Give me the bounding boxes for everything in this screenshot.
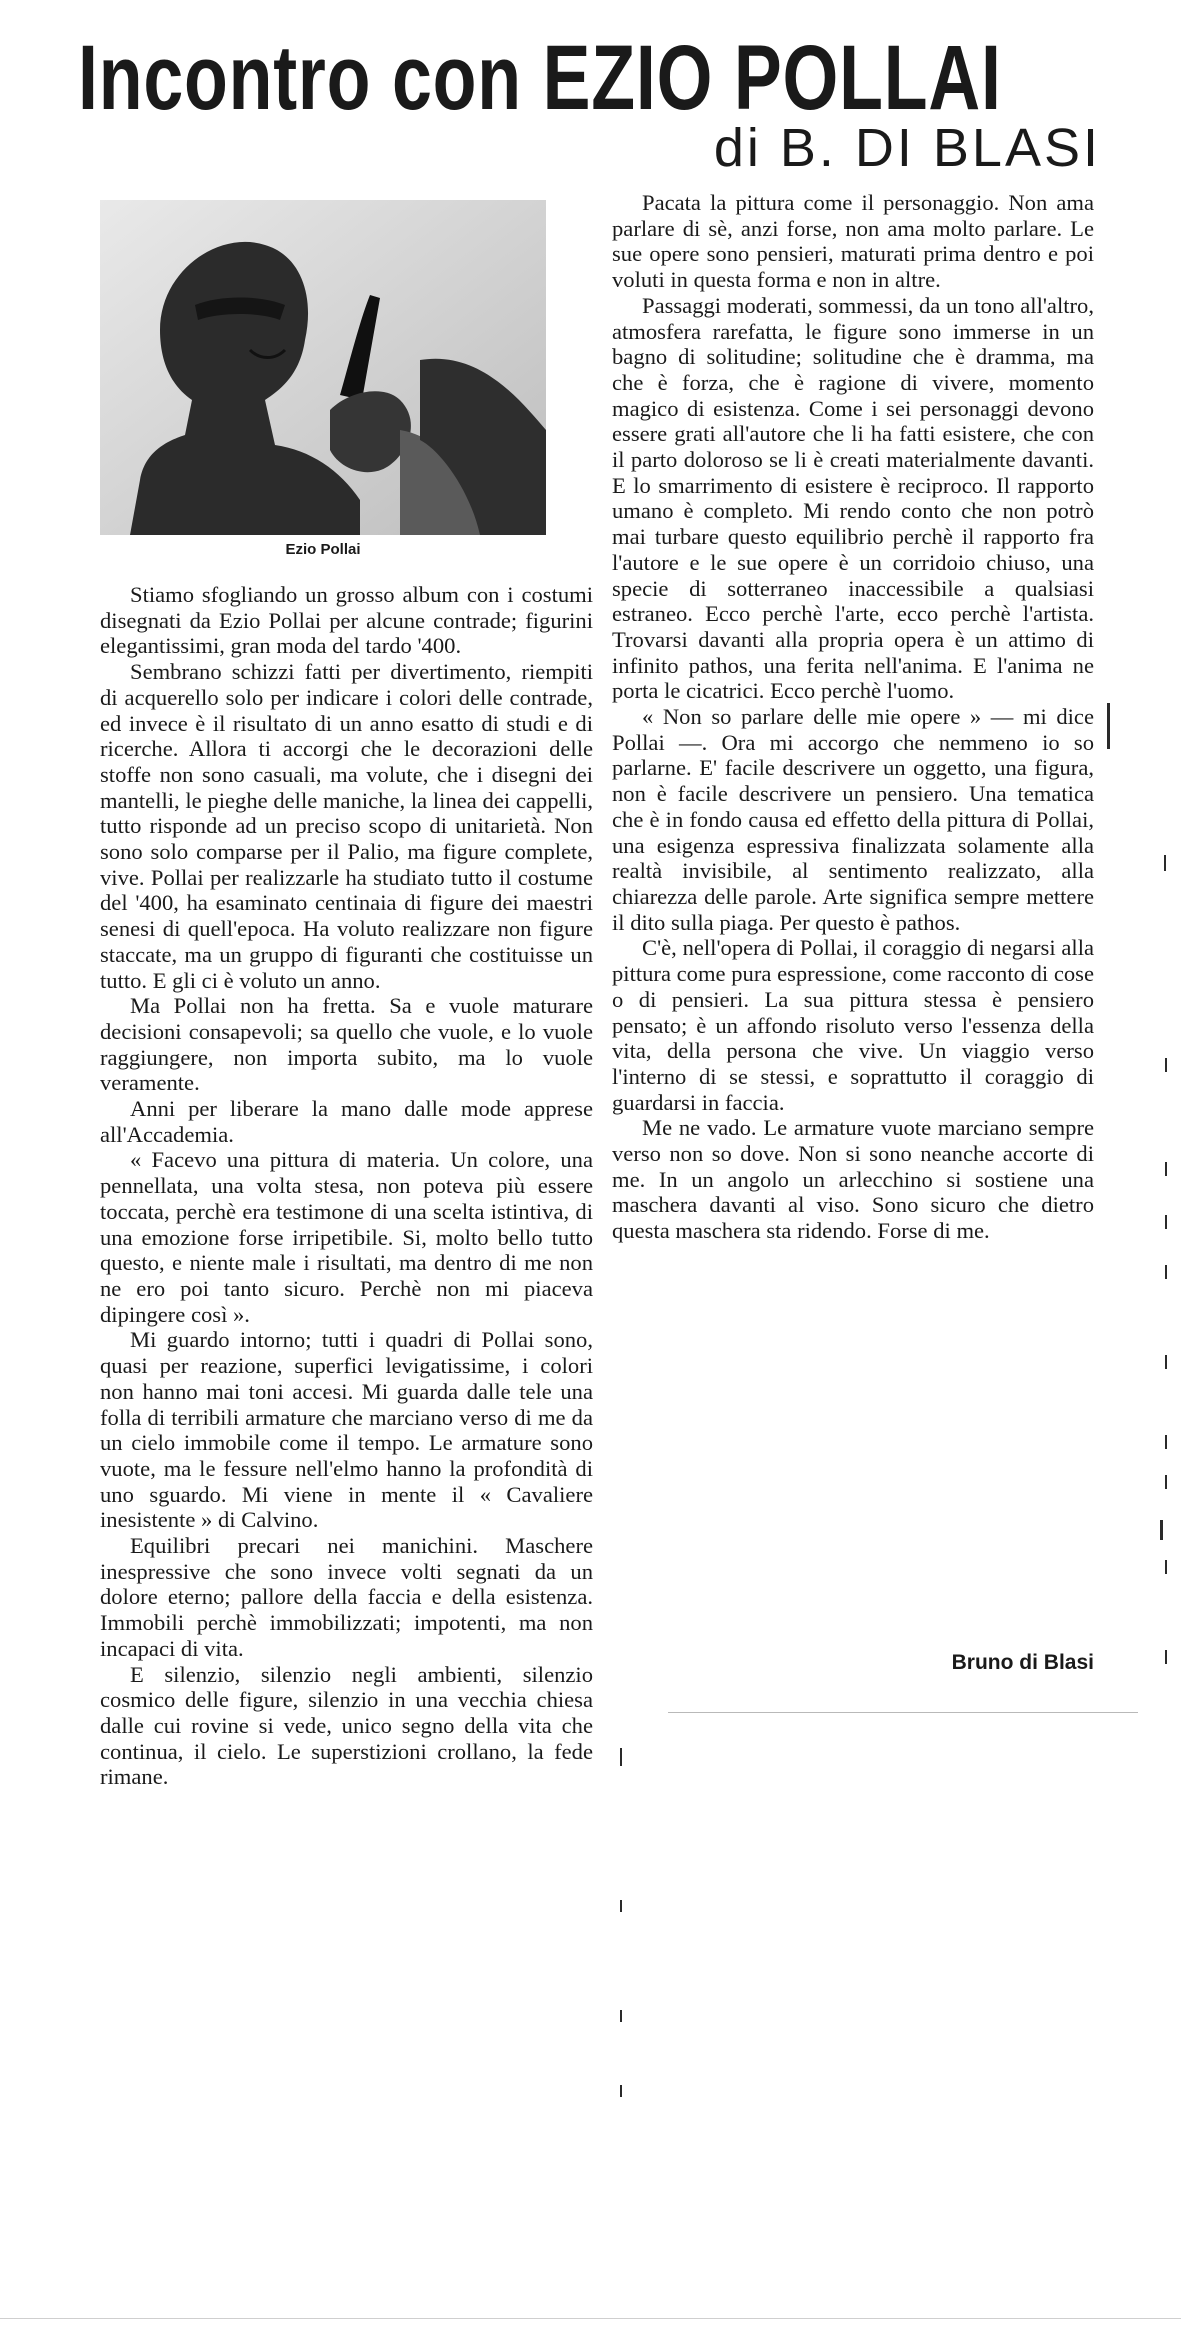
paragraph: « Non so parlare delle mie opere » — mi dice Pollai —. Ora mi accorgo che nemmeno io so parlarne. E' facile descrivere un oggetto, una figura, non è facile descrivere un pensiero. Una tematica che è in fondo causa ed effetto della pittura di Pollai, una esigenza espressiva finalizzata solamente alla realtà invisibile, al sentimento realizzato, alla chiarezza delle parole. Arte significa sempre mettere il dito sulla piaga. Per questo è pathos. [612,704,1094,935]
divider [668,1712,1138,1713]
scan-mark [1165,1475,1167,1489]
byline: di B. DI BLASI [713,118,1101,178]
scan-mark [1165,1162,1167,1176]
scan-mark [1165,1215,1167,1229]
article-left-column [100,582,593,1790]
paragraph: Pacata la pittura come il personaggio. Non ama parlare di sè, anzi forse, non ama molto parlare. Le sue opere sono pensieri, maturati prima dentro e poi voluti in questa forma e non in altre. [612,190,1094,293]
scan-mark [1165,1560,1167,1574]
paragraph: Me ne vado. Le armature vuote marciano sempre verso non so dove. Non si sono neanche accorte di me. In un angolo un arlecchino si sostiene una maschera davanti al viso. Sono sicuro che dietro questa maschera sta ridendo. Forse di me. [612,1115,1094,1244]
photo-caption: Ezio Pollai [285,541,361,558]
author-signature: Bruno di Blasi [951,1651,1094,1674]
scan-mark [620,1900,622,1912]
paragraph: Ma Pollai non ha fretta. Sa e vuole maturare decisioni consapevoli; sa quello che vuole, e lo vuole raggiungere, non importa subito, ma lo vuole veramente. [100,993,593,1096]
page-edge [0,2318,1181,2319]
paragraph: Mi guardo intorno; tutti i quadri di Pollai sono, quasi per reazione, superfici levigatissime, i colori non hanno mai toni accesi. Mi guarda dalle tele una folla di terribili armature che marciano verso di me da un cielo immobile come il tempo. Le armature sono vuote, ma le fessure nell'elmo hanno la profondità di uno sguardo. Mi viene in mente il « Cavaliere inesistente » di Calvino. [100,1327,593,1533]
scan-mark [620,2085,622,2097]
paragraph: E silenzio, silenzio negli ambienti, silenzio cosmico delle figure, silenzio in una vecchia chiesa dalle cui rovine si vede, unico segno della vita che continua, il cielo. Le superstizioni crollano, la fede rimane. [100,1661,593,1790]
scan-mark [1164,855,1166,871]
portrait-photo [100,200,546,535]
paragraph: Sembrano schizzi fatti per divertimento, riempiti di acquerello solo per indicare i colori delle contrade, ed invece è il risultato di un anno esatto di studi e di ricerche. Allora ti accorgi che le decorazioni delle stoffe non sono casuali, ma volute, che i disegni dei mantelli, le pieghe delle maniche, la linea dei cappelli, tutto risponde ad un preciso scopo di unitarietà. Non sono solo comparse per il Palio, ma figure complete, vive. Pollai per realizzarle ha studiato tutto il costume del '400, ha esaminato centinaia di figure dei maestri senesi di quell'epoca. Ha voluto realizzare non figure staccate, ma un gruppo di figuranti che costituisse un tutto. E gli ci è voluto un anno. [100,659,593,993]
scan-mark [620,2010,622,2022]
paragraph: Stiamo sfogliando un grosso album con i costumi disegnati da Ezio Pollai per alcune contrade; figurini elegantissimi, gran moda del tardo '400. [100,582,593,659]
scan-mark [1160,1520,1163,1540]
paragraph: « Facevo una pittura di materia. Un colore, una pennellata, una volta stesa, non poteva più essere toccata, perchè era testimone di una scelta istintiva, di una emozione forse irripetibile. Si, molto bello tutto questo, e niente male i risultati, ma dentro di me non ne ero poi tanto sicuro. Perchè non mi piaceva dipingere così ». [100,1147,593,1327]
scan-mark [620,1748,622,1766]
scan-mark [1107,703,1110,749]
scan-mark [1165,1650,1167,1664]
article-right-column [612,190,1094,1244]
scan-mark [1165,1265,1167,1279]
paragraph: Passaggi moderati, sommessi, da un tono all'altro, atmosfera rarefatta, le figure sono immerse in un bagno di solitudine; solitudine che è dramma, ma che è forza, che è ragione di vivere, momento magico di esistenza. Come i sei personaggi devono essere grati all'autore che li ha fatti esistere, che con il parto doloroso se li è creati materialmente davanti. E lo smarrimento di esistere è reciproco. Il rapporto umano è completo. Mi rendo conto che non potrò mai turbare questo equilibrio perchè il rapporto fra l'autore e le sue opere è un corridoio chiuso, una specie di sotterraneo inaccessibile a qualsiasi estraneo. Ecco perchè l'arte, ecco perchè l'artista. Trovarsi davanti alla propria opera è un attimo di infinito pathos, una ferita nell'anima. E l'anima ne porta le cicatrici. Ecco perchè l'uomo. [612,292,1094,704]
page-title: Incontro con EZIO POLLAI [78,27,1002,129]
paragraph: Equilibri precari nei manichini. Maschere inespressive che sono invece volti segnati da un dolore eterno; pallore della faccia e della esistenza. Immobili perchè immobilizzati; impotenti, ma non incapaci di vita. [100,1533,593,1661]
scan-mark [1165,1058,1167,1072]
paragraph: C'è, nell'opera di Pollai, il coraggio di negarsi alla pittura come pura espressione, come racconto di cose o di pensieri. La sua pittura stessa è pensiero pensato; è un affondo risoluto verso l'essenza della vita, della persona che vive. Un viaggio verso l'interno di se stessi, e soprattutto il coraggio di guardarsi in faccia. [612,935,1094,1115]
paragraph: Anni per liberare la mano dalle mode apprese all'Accademia. [100,1096,593,1147]
scan-mark [1165,1355,1167,1369]
scan-mark [1165,1435,1167,1449]
